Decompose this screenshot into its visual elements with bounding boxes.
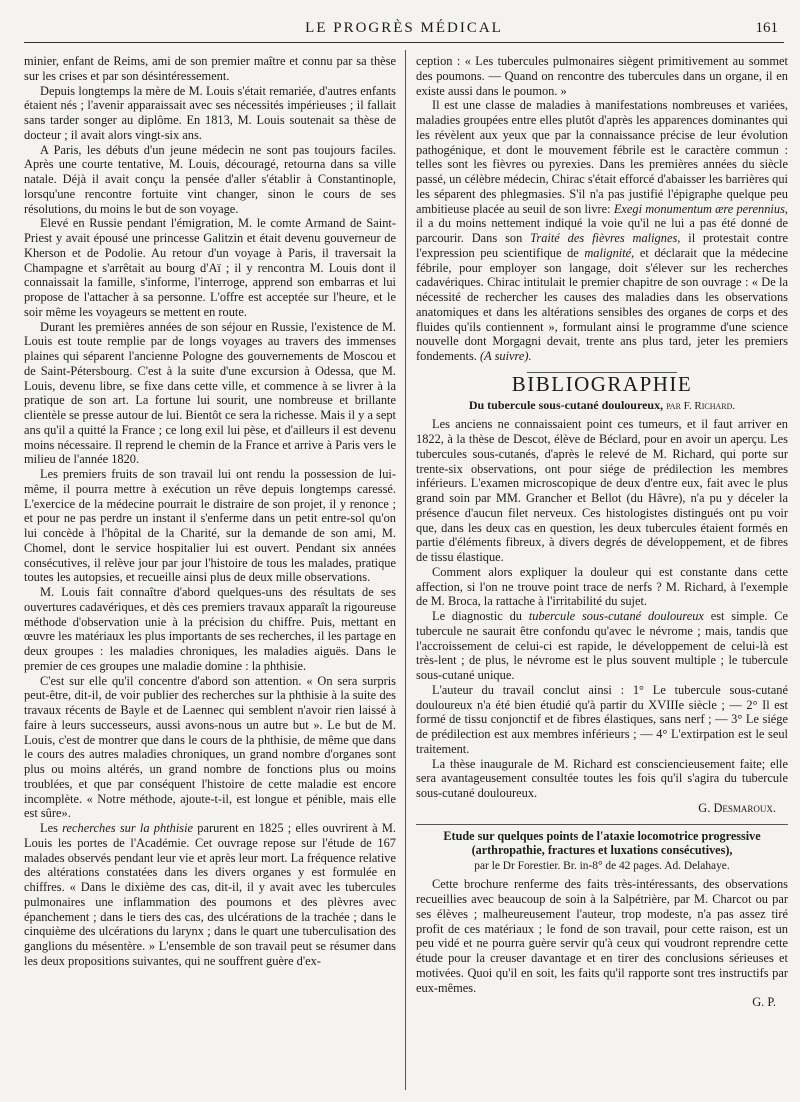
- paragraph: Cette brochure renferme des faits très-intéressants, des observations recueillies avec beaucoup de soin à la Salpétrière, par M. Charcot ou par ses élèves ; malheureusement l'auteur, trop modeste, n'a pas assez tiré profit de ces matériaux ; le fond de son travail, pour cette raison, est un peu vidé et ne pourra guère servir qu'à ceux qui voudront reprendre cette étude pour la creuser davantage et en tirer des conclusions sérieuses et motivées. Quoi qu'il en soit, les faits qu'il rapporte sont tres instructifs par eux-mêmes.: [416, 877, 788, 995]
- article-author: par F. Richard.: [666, 399, 736, 412]
- paragraph: C'est sur elle qu'il concentre d'abord son attention. « On sera surpris peut-être, dit-il, de voir publier des recherches sur la phthisie à la suite des travaux récents de Bayle et de Laennec qui semblent n'avoir rien laissé à faire à leurs successeurs, aussi avons-nous un autre but ». Le but de M. Louis, c'est de montrer que dans le cours de la phthisie, de même que dans le cours des autres maladies chroniques, un grand nombre d'organes sont plus ou moins altérés, un grand nombre de fonctions plus ou moins troublées, et que par conséquent l'histoire de cette maladie est encore incomplète. « Notre méthode, ajoute-t-il, est longue et pénible, mais elle est sûre».: [24, 673, 396, 821]
- column-divider: [405, 50, 406, 1090]
- italic-term: tubercule sous-cutané douloureux: [528, 609, 704, 623]
- bibliographie-heading: BIBLIOGRAPHIE: [511, 371, 693, 396]
- article-title: Etude sur quelques points de l'ataxie locomotrice progressive (arthropathie, fractures et luxations consécutives),: [443, 828, 761, 857]
- text-run: , et déclarait que la médecine fébrile, pour employer son langage, doit s'élever sur les recherches cadavériques. Chirac intitulait le premier chapitre de son ouvrage : « De la nécessité de rechercher les causes des maladies dans les observations anatomiques et dans les altérations sensibles des organes de corps et des fluides qu'ils contiennent », formulant ainsi le programme d'une science nouvelle dont Morgagni devait, trente ans plus tard, jeter les premiers fondements.: [416, 245, 788, 363]
- paragraph: Les premiers fruits de son travail lui ont rendu la possession de lui-même, il pourra mettre à exécution un rêve depuis longtemps caressé. L'exercice de la médecine pourrait le distraire de son projet, il y renonce ; et pour ne pas perdre un instant il s'enferme dans un petit entre-sol qu'on lui concède à l'hôpital de la Charité, sur la demande de son ami, M. Chomel, dont le service hospitalier lui est ouvert. Pendant six années consécutives, il relève jour par jour l'histoire de tous les malades, pratique toutes les autopsies, et recueille ainsi plus de deux mille observations.: [24, 467, 396, 585]
- signature: G. P.: [752, 995, 776, 1010]
- paragraph: [24, 821, 396, 969]
- text-run: parurent en 1825 ; elles ouvrirent à M. Louis les portes de l'Académie. Cet ouvrage repose sur l'étude de 167 malades observés pendant leur vie et après leur mort. La fréquence relative des altérations constatées dans les divers organes y est formulée en chiffres. « Dans le dixième des cas, dit-il, il y avait avec les tubercules pulmonaires une inflammation des poumons et des plèvres avec épanchement ; dans le tiers des cas, des ulcérations de la trachée ; dans le cinquième des ulcérations du larynx ; dans le quart une tuberculisation des ganglions du mésentère. » L'ensemble de son travail peut se résumer dans les deux propositions suivantes, qui ne souffrent guère d'ex-: [24, 821, 396, 968]
- left-column: [24, 54, 396, 969]
- italic-title: recherches sur la phthisie: [62, 821, 194, 835]
- article-title: [416, 398, 788, 414]
- paragraph: minier, enfant de Reims, ami de son premier maître et connu par sa thèse sur les crises et par son désintéressement.: [24, 54, 396, 83]
- paragraph: M. Louis fait connaître d'abord quelques-uns des résultats de ses ouvertures cadavériques, et dès ces premiers travaux apparaît la rigoureuse méthode d'observation unie à la précision du chiffre. Puis, mettant en œuvre les matériaux les plus importants de ses recherches, il les partage en deux groupes : les maladies chroniques, les maladies aiguës. Dans le premier de ces groupes une maladie domine : la phthisie.: [24, 585, 396, 673]
- text-run: Le diagnostic du: [432, 609, 529, 623]
- italic-title: Traité des fièvres malignes: [530, 231, 678, 245]
- italic-term: malignité: [584, 245, 632, 260]
- paragraph: Durant les premières années de son séjour en Russie, l'existence de M. Louis est toute remplie par de longs voyages au travers des immenses plaines qui séparent l'ancienne Pologne des gouvernements de Moscou et de Saint-Pétersbourg. C'est à la suite d'une excursion à Odessa, que M. Louis, devenu libre, se fixe dans cette ville, et commence à se livrer à la pratique de son art. La fortune lui sourit, une nombreuse et brillante clientèle se presse autour de lui. Bientôt ce sera la richesse. Mais il y a sept ans qu'il a quitté la France ; ce long exil lui pèse, et d'ailleurs il est devenu moins nécessaire. Il reprend le chemin de la France et arrive à Paris vers le milieu de l'année 1820.: [24, 319, 396, 467]
- section-rule: [416, 824, 788, 825]
- text-run: , il a du moins nettement indiqué la voie qu'il ne lui a pas été donné de parcourir. Dans son: [416, 201, 788, 245]
- paragraph: A Paris, les débuts d'un jeune médecin ne sont pas toujours faciles. Après une courte tentative, M. Louis, découragé, retourna dans sa ville natale. Déjà il avait conçu la pensée d'aller s'établir à Constantinople, lorsqu'une rencontre fortuite vint changer, sinon le cours de ses résolutions, du moins le but de son voyage.: [24, 142, 396, 216]
- paragraph: Comment alors expliquer la douleur qui est constante dans cette affection, si l'on ne trouve point trace de nerfs ? M. Richard, à l'exemple de M. Broca, la rattache à l'irritabilité du sujet.: [416, 564, 788, 609]
- paragraph: ception : « Les tubercules pulmonaires siègent primitivement au sommet des poumons. — Quand on rencontre des tubercules dans un organe, il en existe aussi dans le poumon. »: [416, 54, 788, 98]
- paragraph: La thèse inaugurale de M. Richard est consciencieusement faite; elle sera avantageusement consultée toutes les fois qu'il s'agira du tubercule sous-cutané douloureux.: [416, 756, 788, 800]
- paragraph: [416, 98, 788, 364]
- text-run: Les: [40, 821, 63, 835]
- page-header: [24, 18, 784, 43]
- article-byline: par le Dr Forestier. Br. in-8° de 42 pages. Ad. Delahaye.: [474, 859, 730, 872]
- paragraph: Elevé en Russie pendant l'émigration, M. le comte Armand de Saint-Priest y avait épousé une princesse Galitzin et était devenu gouverneur de Kherson et de Podolie. Au retour d'un voyage à Paris, il traversait la Champagne et s'arrêtait au bourg d'Aï ; il y rencontra M. Louis dont il connaissait la famille, s'informe, l'interroge, apprend son embarras et lui propose de l'attacher à sa personne. L'offre est acceptée sur l'heure, et le soir même les voyageurs se mettent en route.: [24, 216, 396, 319]
- journal-title: LE PROGRÈS MÉDICAL: [305, 20, 503, 36]
- italic-quote: Exegi monumentum ære perennius: [613, 201, 785, 216]
- signature: G. Desmaroux.: [698, 800, 776, 815]
- text-run: Il est une classe de maladies à manifestations nombreuses et variées, maladies groupées entre elles plutôt d'après les apparences dominantes qui les révèlent aux yeux que par la connaissance précise de leur évolution pathogénique, et dont le mouvement fébrile est le caractère commun : telles sont les fièvres ou pyrexies. Dans les premières années du siècle passé, un célèbre médecin, Chirac s'était efforcé d'abaisser les barrières qui les séparent des phlegmasies. S'il n'a pas justifié l'épigraphe quelque peu ambitieuse placée au seuil de son livre:: [416, 98, 788, 216]
- article-title-text: Du tubercule sous-cutané douloureux,: [468, 397, 664, 412]
- paragraph: [416, 609, 788, 683]
- to-be-continued: (A suivre).: [480, 349, 532, 363]
- paragraph: Les anciens ne connaissaient point ces tumeurs, et il faut arriver en 1822, à la thèse de Descot, élève de Béclard, pour en avoir un aperçu. Les tubercules sous-cutanés, d'après le relevé de M. Richard, qui porte sur trente-six observations, ont pour siége de prédilection les membres inférieurs. L'examen microscopique de deux d'entre eux, fait avec le plus grand soin par MM. Grancher et Bellot (du Hâvre), n'a pu y déceler la présence d'aucun filet nerveux. Ces histologistes distingués ont pu voir que, dans les deux cas en question, les deux tubercules étaient formés en partie d'éléments fibreux, à divers degrés de développement, et de fibres de tissu élastique.: [416, 417, 788, 564]
- paragraph: L'auteur du travail conclut ainsi : 1° Le tubercule sous-cutané douloureux n'a été bien étudié qu'à partir du XVIIIe siècle ; — 2° Il est formé de tissu conjonctif et de fibres élastiques, sans nerf ; — 3° Le siége de prédilection est aux membres inférieurs ; — 4° L'extirpation est le seul traitement.: [416, 682, 788, 756]
- text-run: est simple. Ce tubercule ne saurait être confondu qu'avec le névrome ; mais, tandis que l'accroissement de celui-ci est rapide, le développement de celui-là est très-lent ; de plus, le névrome est le plus souvent multiple ; le tubercule sous-cutané unique.: [416, 609, 788, 682]
- page-number: 161: [755, 20, 778, 36]
- text-run: , il protestait contre l'expression peu scientifique de: [416, 231, 788, 260]
- paragraph: Depuis longtemps la mère de M. Louis s'était remariée, d'autres enfants étaient nés ; l'avenir apparaissait avec ses nécessités impérieuses ; il fallait sans tarder songer au diplôme. En 1813, M. Louis soutenait sa thèse de docteur ; il avait alors vingt-six ans.: [24, 83, 396, 142]
- right-column: [416, 54, 788, 1010]
